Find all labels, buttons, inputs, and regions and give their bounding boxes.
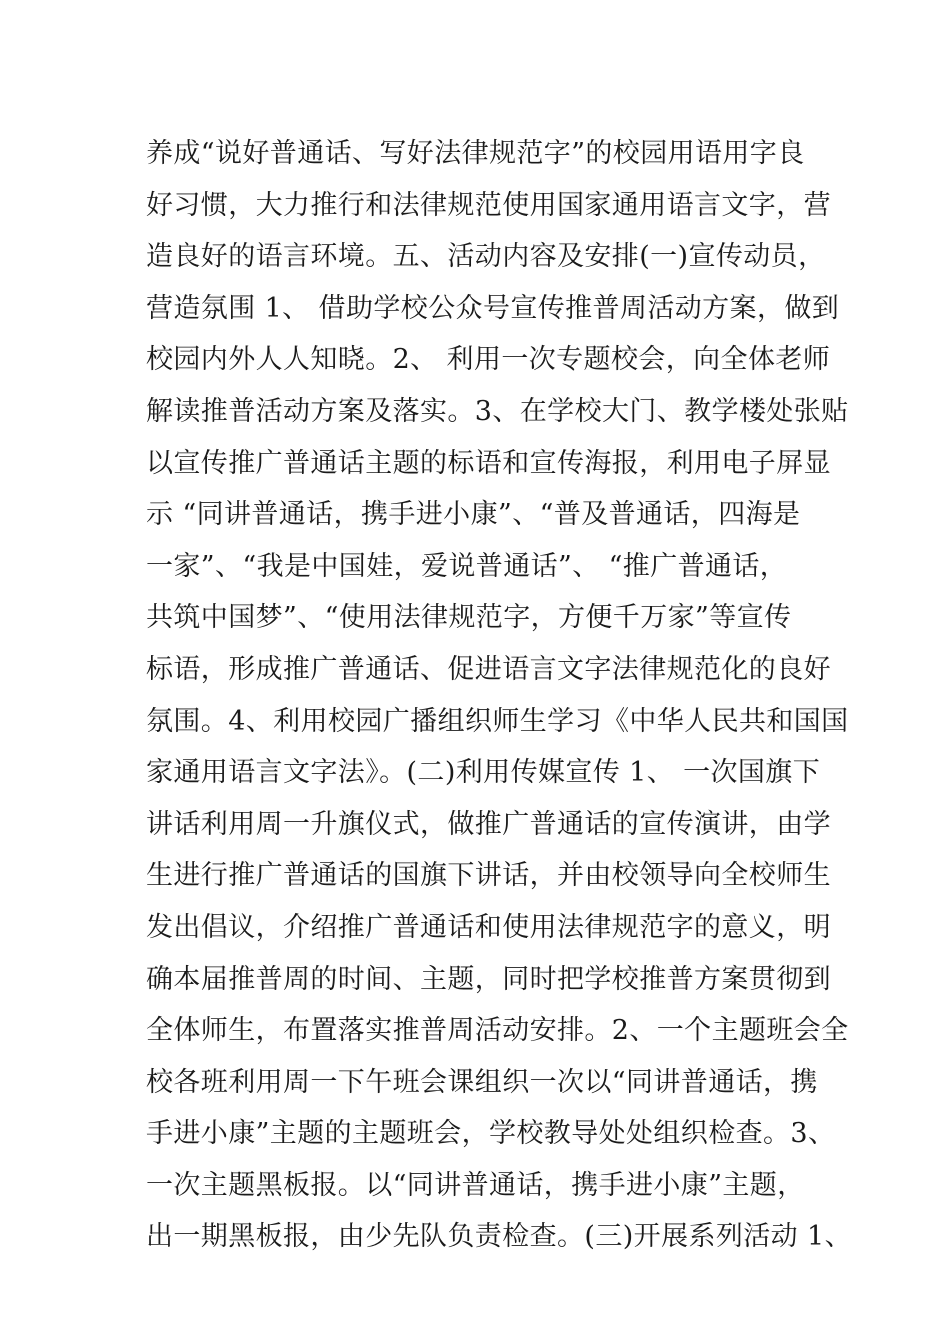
text-line: 以宣传推广普通话主题的标语和宣传海报，利用电子屏显 — [146, 447, 831, 479]
text-line: 讲话利用周一升旗仪式，做推广普通话的宣传演讲，由学 — [146, 808, 831, 840]
text-line: 共筑中国梦”、“使用法律规范字，方便千万家”等宣传 — [146, 602, 792, 634]
text-line: 发出倡议，介绍推广普通话和使用法律规范字的意义，明 — [146, 911, 831, 943]
text-line: 校各班利用周一下午班会课组织一次以“同讲普通话，携 — [146, 1066, 818, 1098]
text-line: 一次主题黑板报。以“同讲普通话，携手进小康”主题， — [146, 1169, 805, 1201]
text-line: 营造氛围 1、 借助学校公众号宣传推普周活动方案，做到 — [146, 292, 840, 324]
text-line: 一家”、“我是中国娃，爱说普通话”、 “推广普通话， — [146, 550, 788, 582]
text-line: 示 “同讲普通话，携手进小康”、“普及普通话，四海是 — [146, 499, 801, 531]
text-line: 养成“说好普通话、写好法律规范字”的校园用语用字良 — [146, 138, 805, 169]
text-line: 家通用语言文字法》。(二)利用传媒宣传 1、 一次国旗下 — [146, 757, 821, 789]
text-line: 生进行推广普通话的国旗下讲话，并由校领导向全校师生 — [146, 860, 831, 892]
text-line: 校园内外人人知晓。2、 利用一次专题校会，向全体老师 — [146, 344, 831, 376]
text-line: 全体师生，布置落实推普周活动安排。2、一个主题班会全 — [146, 1015, 849, 1047]
text-line: 出一期黑板报，由少先队负责检查。(三)开展系列活动 1、 — [146, 1221, 853, 1253]
text-line: 氛围。4、利用校园广播组织师生学习《中华人民共和国国 — [146, 705, 849, 737]
text-line: 好习惯，大力推行和法律规范使用国家通用语言文字，营 — [146, 189, 831, 221]
body-text — [146, 128, 853, 1263]
text-line: 造良好的语言环境。五、活动内容及安排(一)宣传动员， — [146, 241, 826, 273]
text-line: 解读推普活动方案及落实。3、在学校大门、教学楼处张贴 — [146, 395, 849, 427]
text-line: 确本届推普周的时间、主题，同时把学校推普方案贯彻到 — [146, 963, 831, 995]
text-line: 标语，形成推广普通话、促进语言文字法律规范化的良好 — [146, 653, 831, 685]
text-line: 手进小康”主题的主题班会，学校教导处处组织检查。3、 — [146, 1118, 836, 1150]
